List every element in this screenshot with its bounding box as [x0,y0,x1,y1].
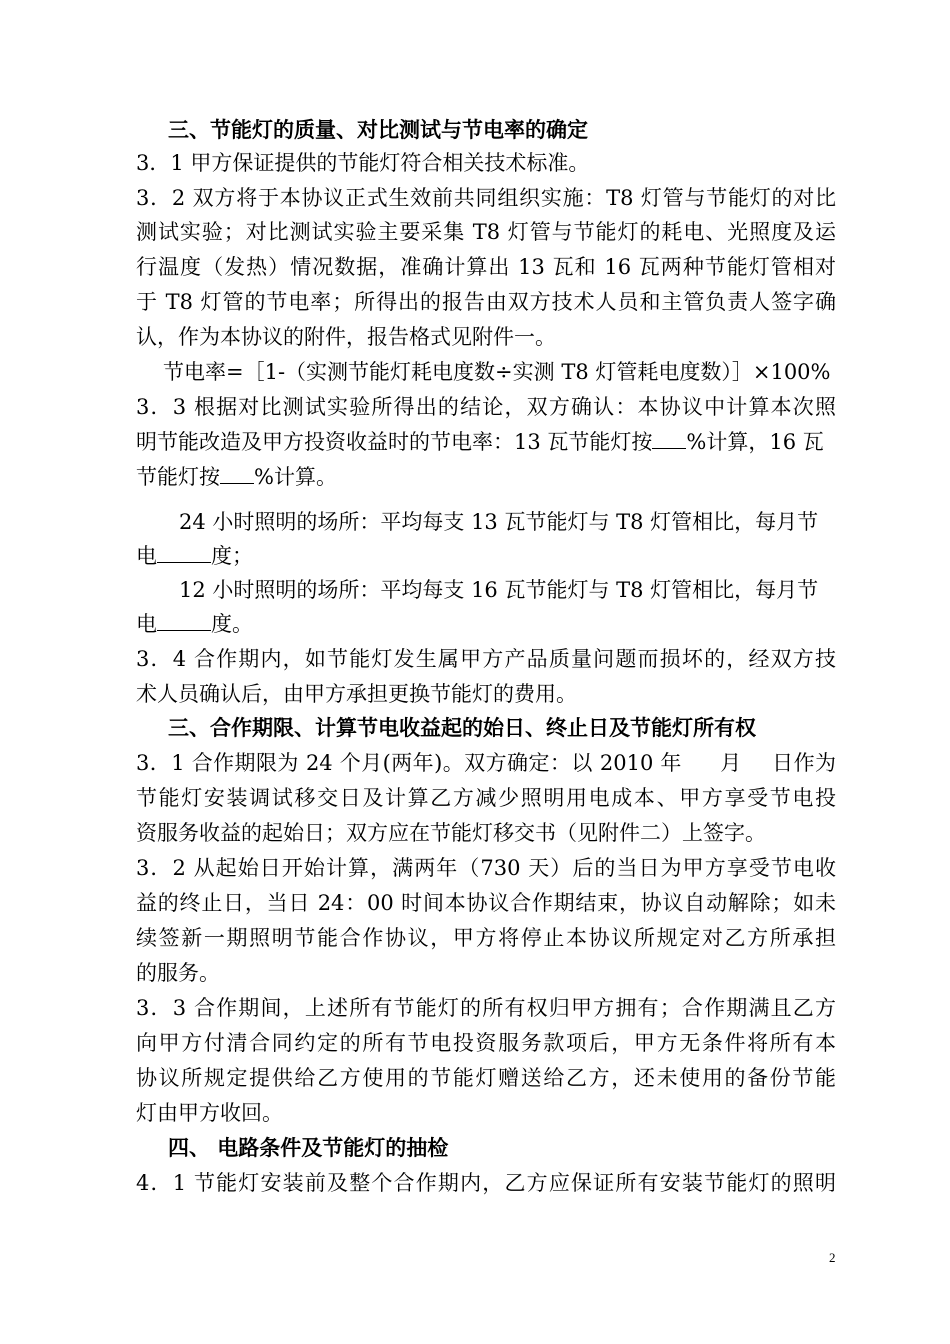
clause-4-1-line: 4．1 节能灯安装前及整个合作期内，乙方应保证所有安装节能灯的照明 [136,1171,836,1195]
clause-3-2-line: 3．2 双方将于本协议正式生效前共同组织实施：T8 灯管与节能灯的对比 [136,186,836,210]
clause-3-1-term-line: 节能灯安装调试移交日及计算乙方减少照明用电成本、甲方享受节电投 [136,786,836,810]
hours-12-text: 度。 [211,612,253,636]
clause-3-1-term-text: 月 [719,751,742,775]
clause-3-3-ownership-line: 协议所规定提供给乙方使用的节能灯赠送给乙方，还未使用的备份节能 [136,1066,836,1090]
clause-3-2-term-line: 的服务。 [136,961,220,985]
page-number: 2 [829,1250,836,1265]
clause-3-3-line: 3．3 根据对比测试实验所得出的结论，双方确认：本协议中计算本次照 [136,395,836,419]
hours-12-line: 12 小时照明的场所：平均每支 16 瓦节能灯与 T8 灯管相比，每月节 [179,578,819,602]
clause-3-2-term-line: 3．2 从起始日开始计算，满两年（730 天）后的当日为甲方享受节电收 [136,856,836,880]
rate-13w-blank[interactable] [652,428,686,449]
monthly-saving-24h-blank[interactable] [157,542,211,563]
clause-3-1-text: 3．1 甲方保证提供的节能灯符合相关技术标准。 [136,151,590,175]
energy-saving-rate-formula: 节电率=［1-（实测节能灯耗电度数÷实测 T8 灯管耗电度数）］×100% [163,360,831,384]
clause-3-3-line [136,463,337,491]
monthly-saving-12h-blank[interactable] [157,610,211,631]
clause-3-2-line: 于 T8 灯管的节电率；所得出的报告由双方技术人员和主管负责人签字确 [136,290,836,314]
clause-3-1-term-line [136,749,836,777]
clause-3-1-term-text: 日作为 [771,751,837,775]
clause-3-2-term-line: 续签新一期照明节能合作协议，甲方将停止本协议所规定对乙方所承担 [136,926,836,950]
hours-12-line [136,610,253,638]
clause-3-2-line: 认，作为本协议的附件，报告格式见附件一。 [136,325,556,349]
clause-3-3-ownership-line: 灯由甲方收回。 [136,1101,283,1125]
hours-24-line [136,542,253,570]
hours-24-line: 24 小时照明的场所：平均每支 13 瓦节能灯与 T8 灯管相比，每月节 [179,510,819,534]
section-heading-circuit-conditions: 四、 电路条件及节能灯的抽检 [168,1135,449,1160]
hours-12-text: 电 [136,612,157,636]
section-heading-quality-testing: 三、节能灯的质量、对比测试与节电率的确定 [168,117,588,142]
clause-3-3-ownership-line: 3．3 合作期间，上述所有节能灯的所有权归甲方拥有；合作期满且乙方 [136,996,836,1020]
clause-3-3-text: %计算。 [254,465,337,489]
clause-3-4-line: 术人员确认后，由甲方承担更换节能灯的费用。 [136,682,577,706]
hours-24-text: 度； [211,544,253,568]
clause-3-1-term-text: 3．1 合作期限为 24 个月(两年)。双方确定：以 2010 年 [136,751,682,775]
clause-3-3-text: 明节能改造及甲方投资收益时的节电率：13 瓦节能灯按 [136,430,653,454]
clause-3-3-text: %计算，16 瓦 [686,430,824,454]
clause-3-3-line [136,428,824,456]
clause-3-3-ownership-line: 向甲方付清合同约定的所有节电投资服务款项后，甲方无条件将所有本 [136,1031,836,1055]
clause-3-2-term-line: 益的终止日，当日 24：00 时间本协议合作期结束，协议自动解除；如未 [136,891,836,915]
clause-3-3-text: 节能灯按 [136,465,220,489]
clause-3-2-line: 测试实验；对比测试实验主要采集 T8 灯管与节能灯的耗电、光照度及运 [136,220,836,244]
section-heading-cooperation-period: 三、合作期限、计算节电收益起的始日、终止日及节能灯所有权 [168,715,756,740]
clause-3-1-term-line: 资服务收益的起始日；双方应在节能灯移交书（见附件二）上签字。 [136,821,766,845]
rate-16w-blank[interactable] [220,463,254,484]
clause-3-2-line: 行温度（发热）情况数据，准确计算出 13 瓦和 16 瓦两种节能灯管相对 [136,255,836,279]
clause-3-4-line: 3．4 合作期内，如节能灯发生属甲方产品质量问题而损坏的，经双方技 [136,647,836,671]
hours-24-text: 电 [136,544,157,568]
